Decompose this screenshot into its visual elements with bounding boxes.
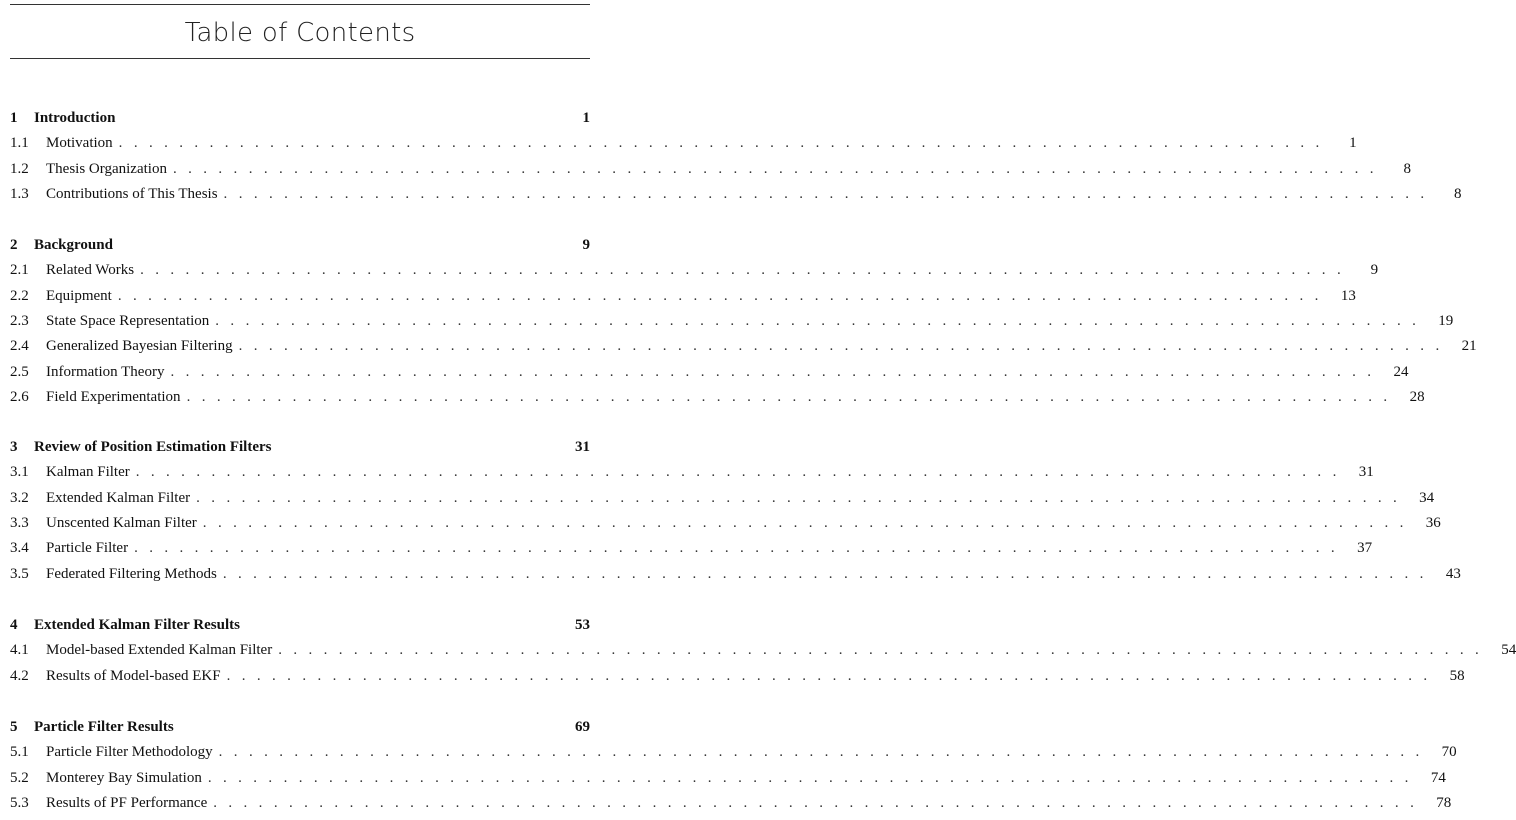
chapter-title: Extended Kalman Filter Results <box>34 617 240 633</box>
section-number: 2.4 <box>10 338 29 355</box>
dot-leader: ................................................................................ <box>140 262 1353 279</box>
section-number: 5.1 <box>10 744 29 761</box>
toc-section-entry[interactable] <box>10 159 1411 179</box>
section-page-number: 78 <box>1436 794 1452 811</box>
toc-section-entry[interactable] <box>10 666 1465 686</box>
section-title: Equipment <box>46 287 112 304</box>
section-title: Generalized Bayesian Filtering <box>46 338 233 355</box>
section-page-number: 34 <box>1419 489 1435 506</box>
toc-section-entry[interactable] <box>10 362 1409 382</box>
section-title: Results of Model-based EKF <box>46 667 221 684</box>
section-page-number: 9 <box>1370 262 1379 279</box>
dot-leader: ................................................................................ <box>215 312 1428 329</box>
section-page-number: 58 <box>1449 667 1465 684</box>
toc-section-entry[interactable] <box>10 513 1441 533</box>
page-title: Table of Contents <box>184 18 416 48</box>
chapter-number: 4 <box>10 617 18 633</box>
dot-leader: ................................................................................ <box>196 489 1409 506</box>
chapter-title: Particle Filter Results <box>34 719 174 735</box>
toc-section-entry[interactable] <box>10 387 1425 407</box>
section-page-number: 36 <box>1425 514 1441 531</box>
toc-section-entry[interactable] <box>10 133 1357 153</box>
dot-leader: ................................................................................ <box>134 540 1347 557</box>
toc-section-entry[interactable] <box>10 793 1452 813</box>
section-page-number: 28 <box>1409 388 1425 405</box>
toc-section-entry[interactable] <box>10 768 1446 788</box>
section-page-number: 74 <box>1430 769 1446 786</box>
section-page-number: 13 <box>1340 287 1356 304</box>
section-title: Monterey Bay Simulation <box>46 769 202 786</box>
chapter-title: Review of Position Estimation Filters <box>34 439 272 455</box>
section-page-number: 19 <box>1438 312 1454 329</box>
toc-chapter-entry[interactable] <box>10 437 590 457</box>
chapter-title: Introduction <box>34 110 116 126</box>
section-number: 3.1 <box>10 464 29 481</box>
section-title: Model-based Extended Kalman Filter <box>46 642 273 659</box>
chapter-number: 2 <box>10 237 18 253</box>
section-number: 5.3 <box>10 794 29 811</box>
dot-leader: ................................................................................ <box>207 769 1420 786</box>
section-number: 3.4 <box>10 540 29 557</box>
chapter-number: 1 <box>10 110 18 126</box>
dot-leader: ................................................................................ <box>172 160 1385 177</box>
chapter-number: 5 <box>10 719 18 735</box>
toc-section-entry[interactable] <box>10 538 1373 558</box>
section-title: Extended Kalman Filter <box>46 489 191 506</box>
dot-leader: ................................................................................ <box>226 667 1439 684</box>
dot-leader: ................................................................................ <box>218 744 1431 761</box>
section-number: 2.1 <box>10 262 29 279</box>
chapter-page-number: 31 <box>575 439 590 455</box>
section-page-number: 21 <box>1461 338 1477 355</box>
chapter-page-number: 1 <box>582 110 590 126</box>
section-title: Particle Filter <box>46 540 129 557</box>
toc-chapter-entry[interactable] <box>10 108 590 128</box>
section-number: 3.2 <box>10 489 29 506</box>
section-number: 2.3 <box>10 312 29 329</box>
dot-leader: ................................................................................ <box>222 565 1435 582</box>
toc-chapter-entry[interactable] <box>10 235 590 255</box>
section-title: Unscented Kalman Filter <box>46 514 197 531</box>
section-page-number: 8 <box>1454 185 1462 202</box>
section-title: Field Experimentation <box>46 388 181 405</box>
dot-leader: ................................................................................ <box>170 363 1383 380</box>
section-title: Contributions of This Thesis <box>46 185 218 202</box>
chapter-number: 3 <box>10 439 18 455</box>
toc-section-entry[interactable] <box>10 488 1435 508</box>
section-number: 3.5 <box>10 565 29 582</box>
chapter-title: Background <box>34 237 113 253</box>
toc-section-entry[interactable] <box>10 286 1356 306</box>
toc-section-entry[interactable] <box>10 184 1462 204</box>
section-number: 4.1 <box>10 642 29 659</box>
chapter-page-number: 53 <box>575 617 590 633</box>
section-page-number: 70 <box>1441 744 1457 761</box>
chapter-page-number: 69 <box>575 719 590 735</box>
toc-section-entry[interactable] <box>10 564 1461 584</box>
toc-section-entry[interactable] <box>10 462 1374 482</box>
section-title: Motivation <box>46 135 113 152</box>
toc-section-entry[interactable] <box>10 640 1516 660</box>
toc-section-entry[interactable] <box>10 260 1379 280</box>
section-number: 2.5 <box>10 363 29 380</box>
dot-leader: ................................................................................ <box>213 794 1426 811</box>
dot-leader: ................................................................................ <box>117 287 1330 304</box>
section-title: Information Theory <box>46 363 165 380</box>
section-title: Particle Filter Methodology <box>46 744 213 761</box>
dot-leader: ................................................................................ <box>135 464 1348 481</box>
section-number: 1.3 <box>10 185 29 202</box>
chapter-page-number: 9 <box>582 237 590 253</box>
dot-leader: ................................................................................ <box>278 642 1491 659</box>
section-number: 4.2 <box>10 667 29 684</box>
section-page-number: 1 <box>1349 135 1357 152</box>
section-page-number: 24 <box>1393 363 1409 380</box>
section-title: Thesis Organization <box>46 160 167 177</box>
dot-leader: ................................................................................ <box>223 185 1436 202</box>
section-page-number: 31 <box>1358 464 1374 481</box>
section-title: Related Works <box>46 262 135 279</box>
section-page-number: 54 <box>1501 642 1516 659</box>
dot-leader: ................................................................................ <box>186 388 1399 405</box>
toc-chapter-entry[interactable] <box>10 717 590 737</box>
section-title: Federated Filtering Methods <box>46 565 217 582</box>
section-number: 5.2 <box>10 769 29 786</box>
dot-leader: ................................................................................ <box>238 338 1451 355</box>
section-page-number: 43 <box>1445 565 1461 582</box>
section-number: 1.1 <box>10 135 29 152</box>
toc-section-entry[interactable] <box>10 742 1457 762</box>
section-number: 2.2 <box>10 287 29 304</box>
dot-leader: ................................................................................ <box>118 135 1331 152</box>
section-number: 1.2 <box>10 160 29 177</box>
toc-section-entry[interactable] <box>10 311 1454 331</box>
title-rule <box>10 58 590 59</box>
section-page-number: 8 <box>1403 160 1411 177</box>
toc-chapter-entry[interactable] <box>10 615 590 635</box>
section-title: Kalman Filter <box>46 464 130 481</box>
section-title: Results of PF Performance <box>46 794 208 811</box>
section-number: 3.3 <box>10 514 29 531</box>
toc-section-entry[interactable] <box>10 336 1477 356</box>
section-page-number: 37 <box>1357 540 1373 557</box>
section-number: 2.6 <box>10 388 29 405</box>
dot-leader: ................................................................................ <box>202 514 1415 531</box>
top-rule <box>10 4 590 5</box>
section-title: State Space Representation <box>46 312 210 329</box>
